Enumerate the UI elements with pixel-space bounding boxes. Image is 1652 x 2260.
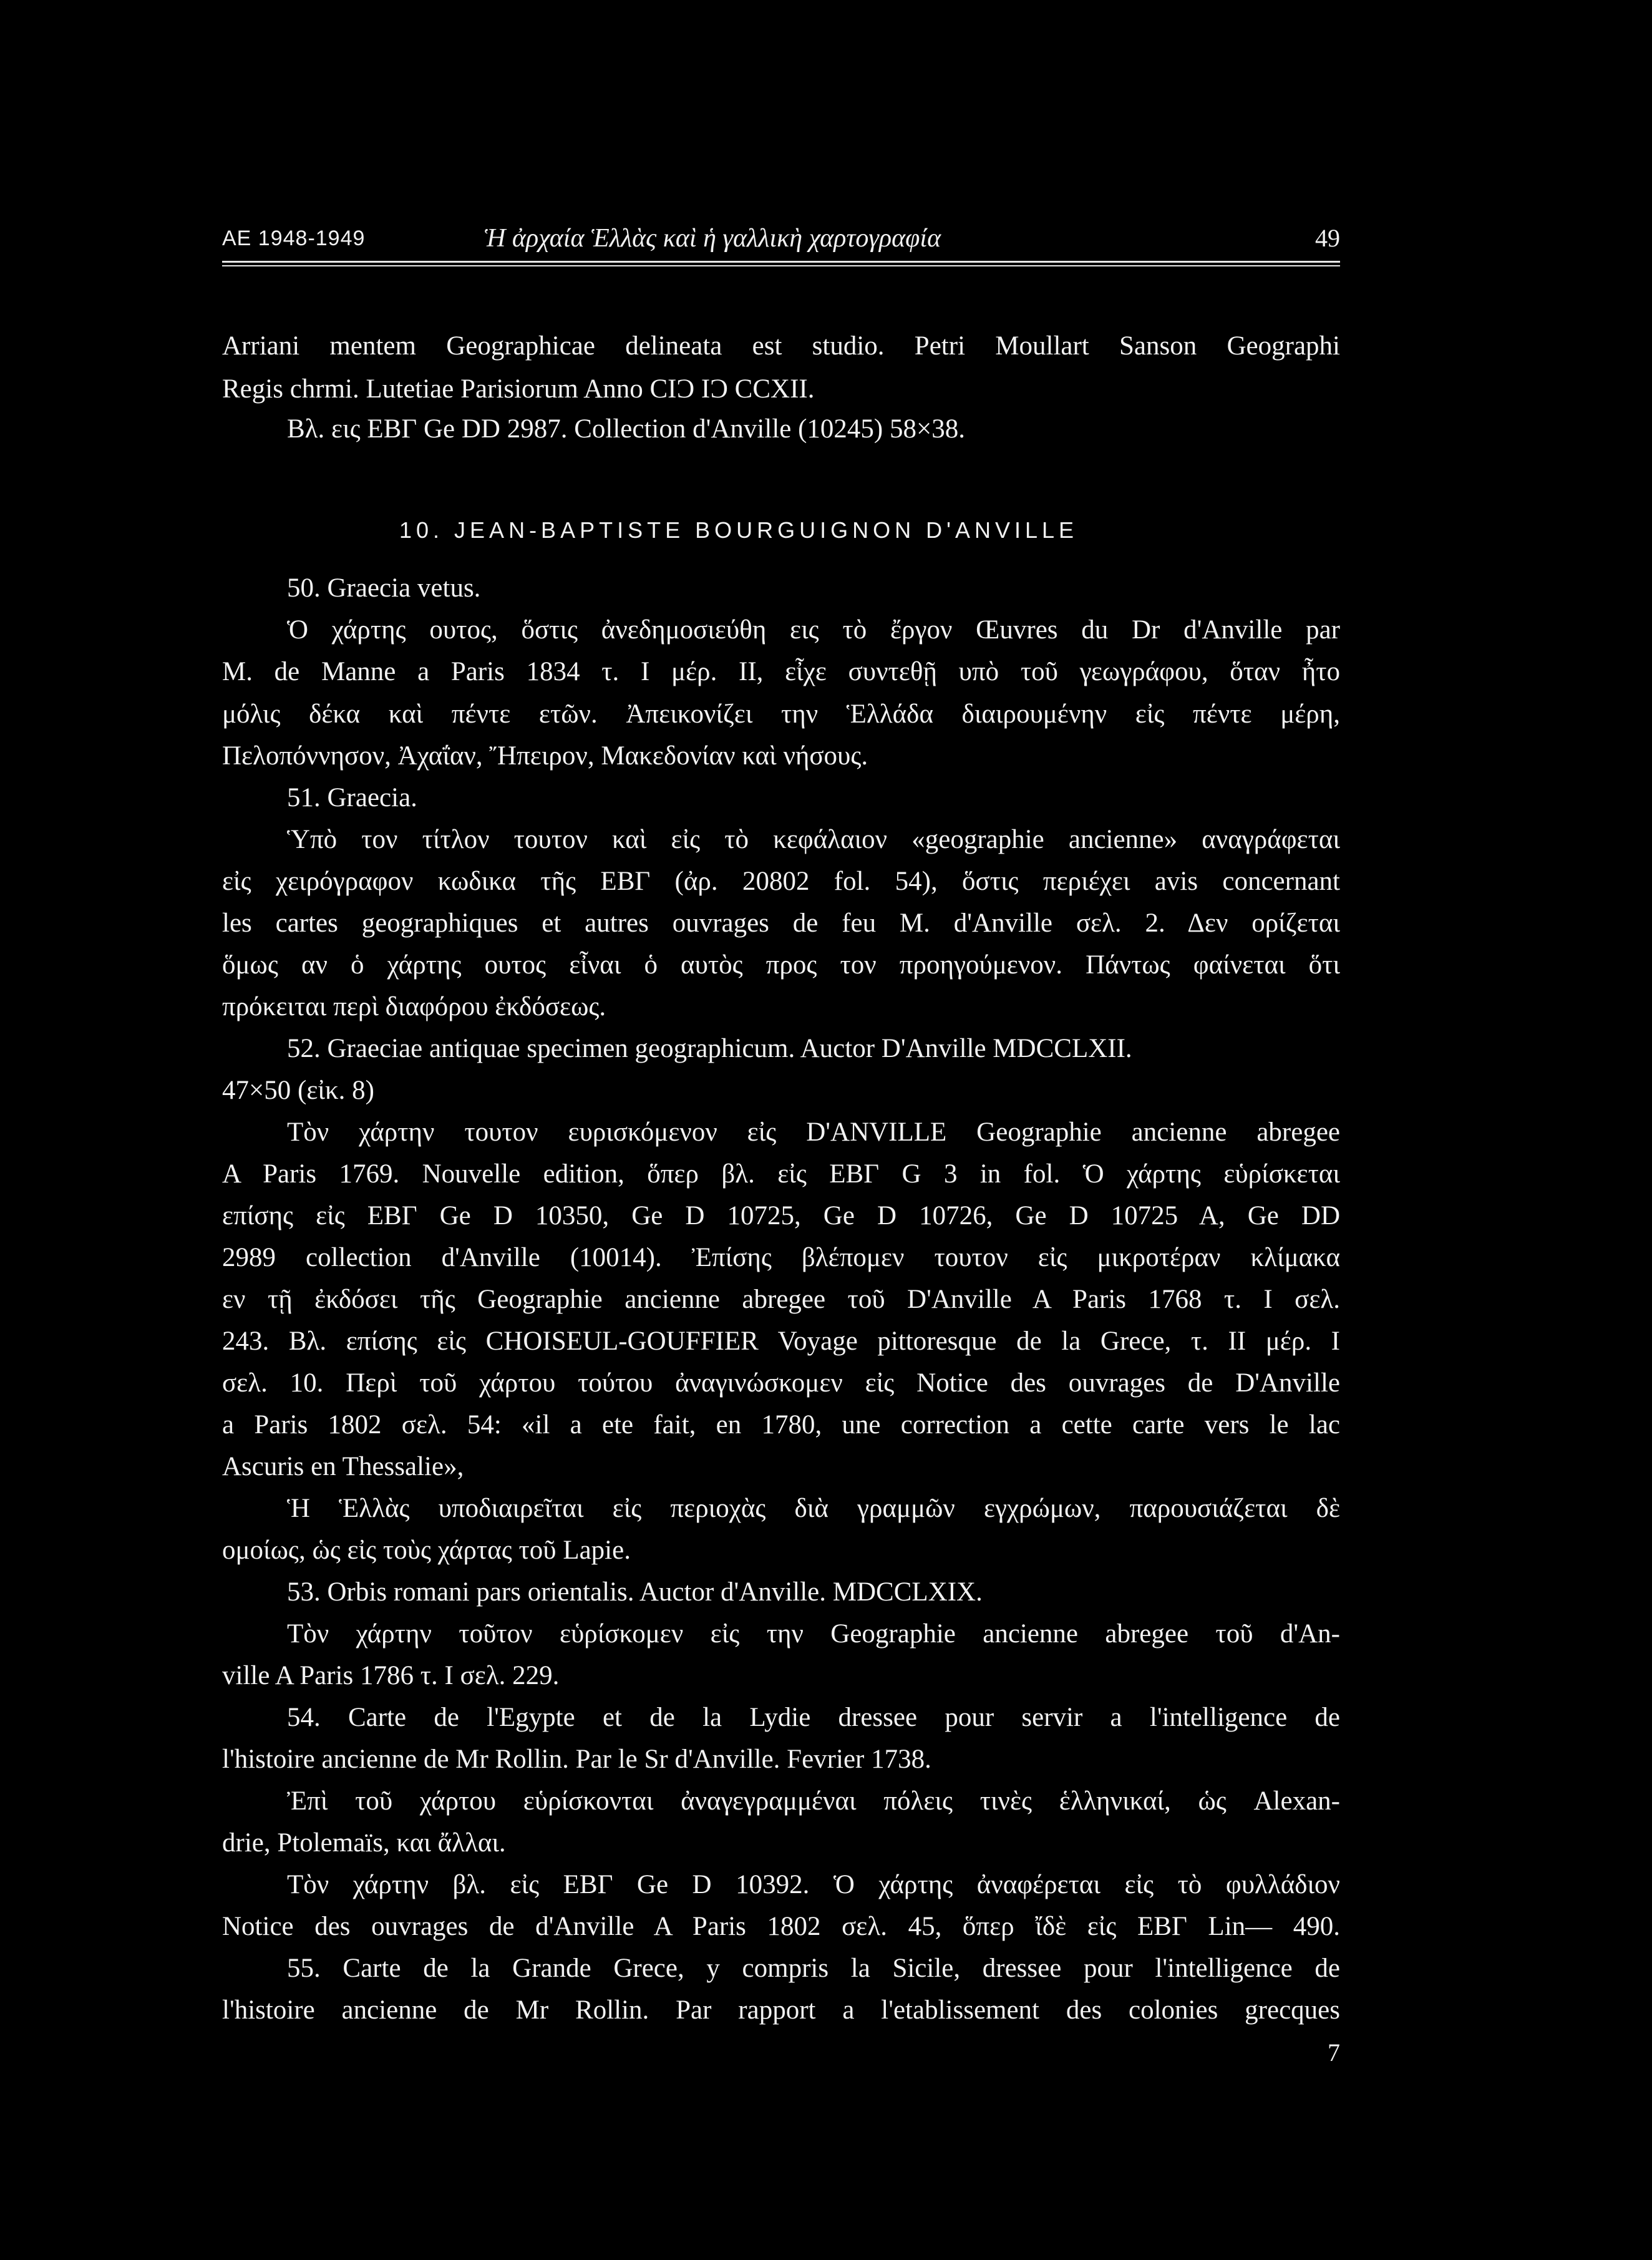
text-line: Τὸν χάρτην τοῦτον εὑρίσκομεν εἰς την Geographie ancienne abregee τοῦ d'An- [287, 1619, 1340, 1649]
signature-mark: 7 [1328, 2038, 1340, 2067]
section-heading: 10. JEAN-BAPTISTE BOURGUIGNON D'ANVILLE [399, 517, 1079, 543]
text-line: ὅμως αν ὁ χάρτης ουτος εἶναι ὁ αυτὸς προς τον προηγούμενον. Πάντως φαίνεται ὅτι [222, 950, 1340, 980]
text-line: l'histoire ancienne de Mr Rollin. Par le Sr d'Anville. Fevrier 1738. [222, 1745, 931, 1774]
text-line: Ὁ χάρτης ουτος, ὅστις ἀνεδημοσιεύθη εις τὸ ἔργον Œuvres du Dr d'Anville par [287, 615, 1340, 645]
text-line: Τὸν χάρτην τουτον ευρισκόμενον εἰς D'ANVILLE Geographie ancienne abregee [287, 1118, 1340, 1147]
text-line: 54. Carte de l'Egypte et de la Lydie dressee pour servir a l'intelligence de [287, 1703, 1340, 1732]
header-rule [222, 261, 1340, 263]
text-line: 47×50 (εἰκ. 8) [222, 1076, 374, 1105]
text-line: μόλις δέκα καὶ πέντε ετῶν. Ἀπεικονίζει την Ἑλλάδα διαιρουμένην εἰς πέντε μέρη, [222, 699, 1340, 729]
text-line: 243. Βλ. επίσης εἰς CHOISEUL-GOUFFIER Voyage pittoresque de la Grece, τ. II μέρ. I [222, 1327, 1340, 1356]
text-line: πρόκειται περὶ διαφόρου ἐκδόσεως. [222, 992, 606, 1021]
text-line: 2989 collection d'Anville (10014). Ἐπίσης βλέπομεν τουτον εἰς μικροτέραν κλίμακα [222, 1243, 1340, 1272]
running-title: Ἡ ἀρχαία Ἑλλὰς καὶ ἡ γαλλικὴ χαρτογραφία [484, 224, 941, 253]
text-line: 55. Carte de la Grande Grece, y compris la Sicile, dressee pour l'intelligence de [287, 1954, 1340, 1983]
text-line: Ἐπὶ τοῦ χάρτου εὑρίσκονται ἀναγεγραμμέναι πόλεις τινὲς ἑλληνικαί, ὡς Alexan- [287, 1786, 1340, 1816]
text-line: 51. Graecia. [287, 783, 417, 812]
text-line: Πελοπόννησον, Ἀχαΐαν, Ἤπειρον, Μακεδονίαν καὶ νήσους. [222, 741, 868, 771]
text-line: M. de Manne a Paris 1834 τ. I μέρ. II, εἶχε συντεθῇ υπὸ τοῦ γεωγράφου, ὅταν ἦτο [222, 657, 1340, 686]
text-line: Τὸν χάρτην βλ. εἰς ΕΒΓ Ge D 10392. Ὁ χάρτης ἀναφέρεται εἰς τὸ φυλλάδιον [287, 1870, 1340, 1899]
text-line: εν τῇ ἐκδόσει τῆς Geographie ancienne abregee τοῦ D'Anville A Paris 1768 τ. I σελ. [222, 1285, 1340, 1314]
text-line: Arriani mentem Geographicae delineata est studio. Petri Moullart Sanson Geographi [222, 331, 1340, 361]
text-line: Βλ. εις ΕΒΓ Ge DD 2987. Collection d'Anville (10245) 58×38. [287, 414, 965, 444]
text-line: Ἡ Ἑλλὰς υποδιαιρεῖται εἰς περιοχὰς διὰ γραμμῶν εγχρώμων, παρουσιάζεται δὲ [287, 1494, 1340, 1523]
journal-reference: ΑΕ 1948-1949 [222, 226, 366, 250]
text-line: 53. Orbis romani pars orientalis. Auctor d'Anville. MDCCLXIX. [287, 1577, 983, 1607]
text-line: Ὑπὸ τον τίτλον τουτον καὶ εἰς τὸ κεφάλαιον «geographie ancienne» αναγράφεται [287, 825, 1340, 854]
text-line: ομοίως, ὡς εἰς τοὺς χάρτας τοῦ Lapie. [222, 1536, 631, 1565]
text-line: εἰς χειρόγραφον κωδικα τῆς ΕΒΓ (ἀρ. 20802 fol. 54), ὅστις περιέχει avis concernant [222, 867, 1340, 896]
text-line: A Paris 1769. Nouvelle edition, ὅπερ βλ. εἰς ΕΒΓ G 3 in fol. Ὁ χάρτης εὑρίσκεται [222, 1159, 1340, 1189]
running-header [222, 220, 1340, 257]
text-line: 50. Graecia vetus. [287, 573, 481, 603]
text-line: a Paris 1802 σελ. 54: «il a ete fait, en 1780, une correction a cette carte vers le lac [222, 1410, 1340, 1439]
text-line: Ascuris en Thessalie», [222, 1452, 464, 1481]
text-line: σελ. 10. Περὶ τοῦ χάρτου τούτου ἀναγινώσκομεν εἰς Notice des ouvrages de D'Anville [222, 1368, 1340, 1398]
text-line: ville A Paris 1786 τ. I σελ. 229. [222, 1661, 560, 1690]
text-line: l'histoire ancienne de Mr Rollin. Par rapport a l'etablissement des colonies grecques [222, 1995, 1340, 2025]
header-rule-thin [222, 265, 1340, 266]
page-number: 49 [1315, 224, 1340, 252]
text-line: επίσης εἰς ΕΒΓ Ge D 10350, Ge D 10725, Ge D 10726, Ge D 10725 A, Ge DD [222, 1201, 1340, 1230]
text-line: les cartes geographiques et autres ouvrages de feu M. d'Anville σελ. 2. Δεν ορίζεται [222, 908, 1340, 938]
text-line: drie, Ptolemaïs, και ἄλλαι. [222, 1828, 506, 1858]
text-line: Notice des ouvrages de d'Anville A Paris 1802 σελ. 45, ὅπερ ἴδὲ εἰς ΕΒΓ Lin— 490. [222, 1912, 1340, 1941]
text-line: Regis chrmi. Lutetiae Parisiorum Anno CIƆ IƆ CCXII. [222, 374, 815, 404]
text-line: 52. Graeciae antiquae specimen geographicum. Auctor D'Anville MDCCLXII. [287, 1034, 1132, 1063]
